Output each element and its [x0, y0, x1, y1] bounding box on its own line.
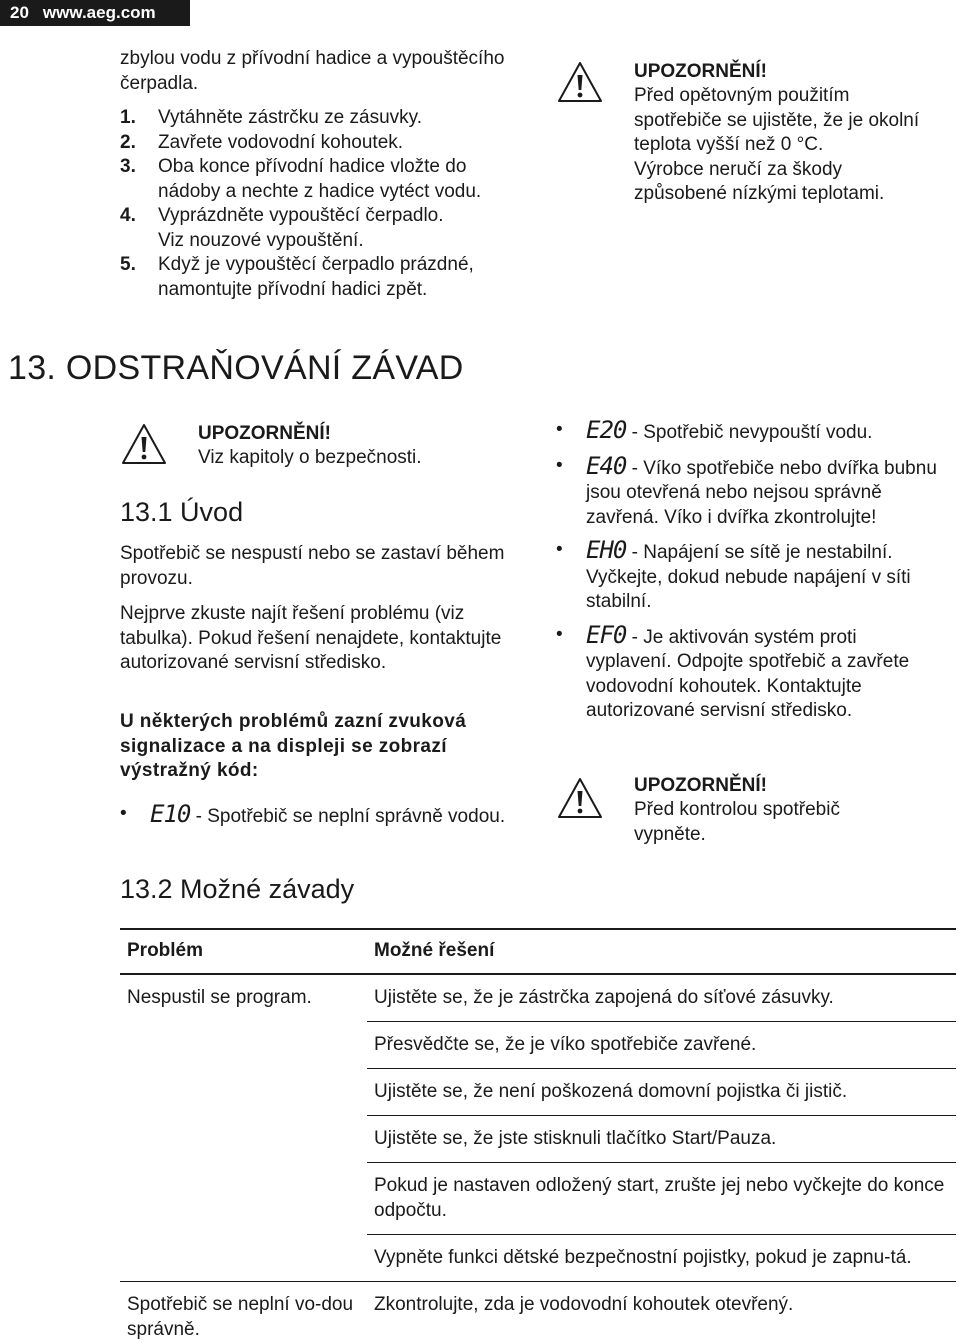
list-item — [556, 538, 946, 615]
solution-cell: Ujistěte se, že je zástrčka zapojená do síťové zásuvky. — [367, 974, 956, 1022]
steps-list — [120, 106, 530, 302]
step-item: 2. Zavřete vodovodní kohoutek. — [120, 131, 404, 153]
warning-block-right-bottom — [634, 774, 904, 847]
problem-cell — [120, 1235, 367, 1282]
warning-icon — [556, 60, 604, 104]
warning-text: Před kontrolou spotřebič vypněte. — [634, 799, 840, 845]
table-header-row — [120, 929, 956, 974]
bullet: • — [120, 803, 127, 824]
error-code: E40 — [586, 451, 627, 480]
table-row — [120, 1069, 956, 1116]
error-code: E10 — [150, 800, 191, 828]
problem-cell: Spotřebič se neplní vo-dou správně. — [120, 1282, 367, 1344]
page-header — [0, 0, 190, 26]
intro-paragraph: zbylou vodu z přívodní hadice a vypouštěcího čerpadla. — [120, 48, 505, 94]
bullet: • — [556, 419, 563, 440]
error-description: - Napájení se sítě je nestabilní. Vyčkejte, dokud nebude napájení v síti stabilní. — [586, 542, 911, 612]
subsection-title: 13.2 Možné závady — [120, 874, 355, 904]
table-row — [120, 1116, 956, 1163]
error-code-list-left — [120, 802, 520, 836]
problem-cell — [120, 1163, 367, 1235]
troubleshooting-table — [120, 928, 956, 1344]
column-header-problem: Problém — [120, 929, 367, 974]
bullet: • — [556, 623, 563, 645]
problem-cell: Nespustil se program. — [127, 987, 312, 1008]
warning-text: Před opětovným použitím spotřebiče se ujistěte, že je okolní teplota vyšší než 0 °C. — [634, 85, 920, 155]
error-description: - Spotřebič nevypouští vodu. — [631, 422, 873, 443]
section-title: 13. ODSTRAŇOVÁNÍ ZÁVAD — [8, 349, 464, 387]
table-row — [120, 974, 956, 1022]
solution-cell: Pokud je nastaven odložený start, zrušte jej nebo vyčkejte do konce odpočtu. — [367, 1163, 956, 1235]
error-description: - Je aktivován systém proti vyplavení. Odpojte spotřebič a zavřete vodovodní kohoutek. Kontaktujte autorizované servisní středisko. — [586, 626, 910, 721]
page-number: 20 — [10, 3, 29, 22]
table-row — [120, 1282, 956, 1344]
error-code: EF0 — [586, 620, 627, 649]
warning-title: UPOZORNĚNÍ! — [634, 775, 767, 796]
paragraph-bold: U některých problémů zazní zvuková signalizace a na displeji se zobrazí výstražný kód: — [120, 711, 467, 781]
solution-cell: Přesvědčte se, že je víko spotřebiče zavřené. — [367, 1022, 956, 1069]
table-row — [120, 1022, 956, 1069]
error-description: - Spotřebič se neplní správně vodou. — [195, 806, 506, 827]
list-item — [556, 451, 946, 531]
warning-text: Viz kapitoly o bezpečnosti. — [198, 447, 422, 468]
paragraph: Spotřebič se nespustí nebo se zastaví během provozu. — [120, 543, 505, 589]
subsection-title: 13.1 Úvod — [120, 497, 244, 527]
warning-text: Výrobce neručí za škody způsobené nízkými teplotami. — [634, 158, 885, 204]
error-code: EH0 — [586, 536, 627, 564]
error-code: E20 — [586, 416, 627, 444]
warning-icon — [556, 776, 604, 820]
warning-title: UPOZORNĚNÍ! — [198, 423, 331, 444]
warning-block-left — [198, 422, 518, 471]
solution-cell: Zkontrolujte, zda je vodovodní kohoutek otevřený. — [367, 1282, 956, 1344]
list-item — [556, 418, 946, 446]
step-item: 5. Když je vypouštěcí čerpadlo prázdné, namontujte přívodní hadici zpět. — [120, 254, 474, 300]
list-item — [556, 620, 946, 724]
list-item — [120, 802, 520, 830]
error-code-list-right — [556, 418, 946, 730]
solution-cell: Ujistěte se, že jste stisknuli tlačítko Start/Pauza. — [367, 1116, 956, 1163]
step-item: 4. Vyprázdněte vypouštěcí čerpadlo. Viz nouzové vypouštění. — [120, 205, 444, 251]
bullet: • — [556, 539, 563, 560]
site-url[interactable]: www.aeg.com — [42, 3, 156, 22]
problem-cell — [120, 1022, 367, 1069]
warning-icon — [120, 422, 168, 466]
solution-cell: Ujistěte se, že není poškozená domovní pojistka či jistič. — [367, 1069, 956, 1116]
warning-title: UPOZORNĚNÍ! — [634, 61, 767, 82]
warning-block-top-right — [634, 60, 934, 207]
problem-cell — [120, 1069, 367, 1116]
bullet: • — [556, 454, 563, 476]
column-header-solution: Možné řešení — [367, 929, 956, 974]
error-description: - Víko spotřebiče nebo dvířka bubnu jsou otevřená nebo nejsou správně zavřená. Víko i dvířka zkontrolujte! — [586, 457, 937, 528]
step-item: 1. Vytáhněte zástrčku ze zásuvky. — [120, 107, 423, 128]
table-row — [120, 1163, 956, 1235]
solution-cell: Vypněte funkci dětské bezpečnostní pojistky, pokud je zapnu-tá. — [367, 1235, 956, 1282]
problem-cell — [120, 1116, 367, 1163]
step-item: 3. Oba konce přívodní hadice vložte do nádoby a nechte z hadice vytéct vodu. — [120, 156, 482, 202]
paragraph: Nejprve zkuste najít řešení problému (viz tabulka). Pokud řešení nenajdete, kontaktujte autorizované servisní středisko. — [120, 603, 502, 673]
table-row — [120, 1235, 956, 1282]
